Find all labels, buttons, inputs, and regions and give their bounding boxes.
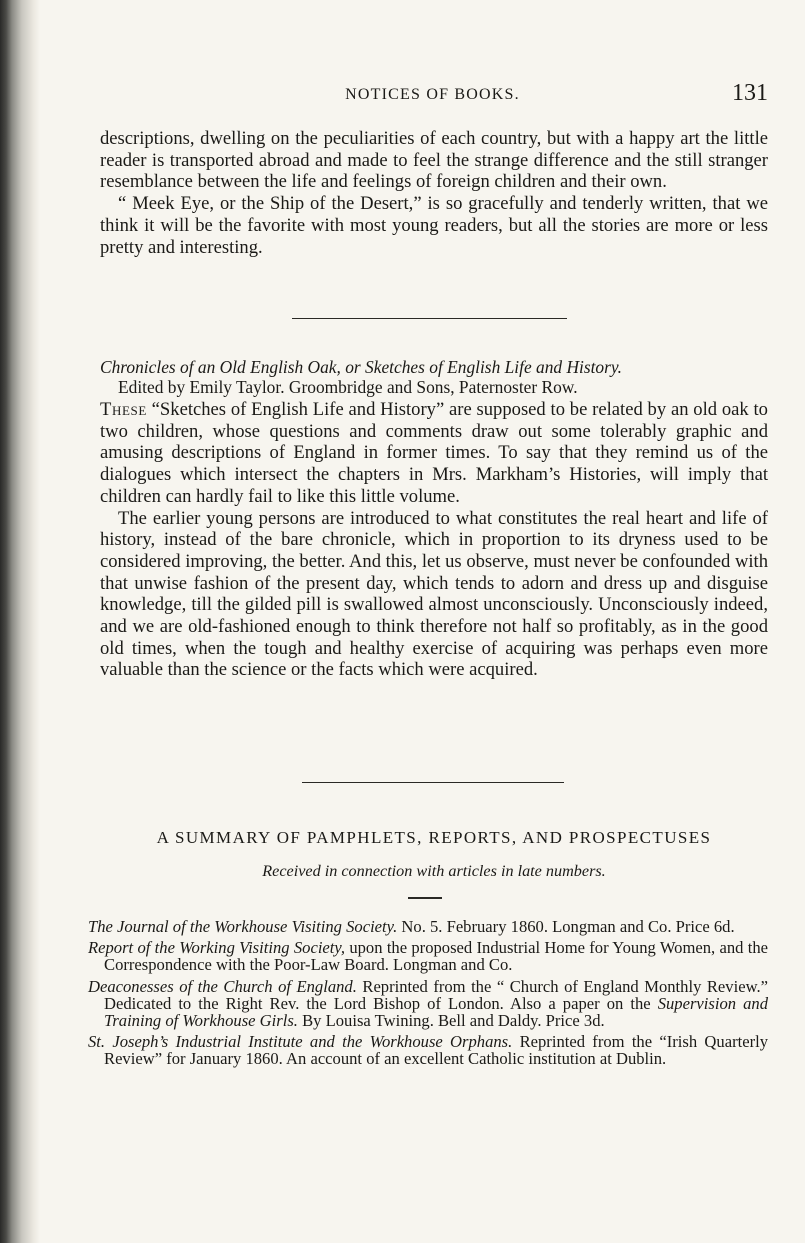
list-item [88,1033,768,1067]
intro-section [100,128,768,258]
review-heading [100,357,768,397]
summary-subheading: Received in connection with articles in late numbers. [262,862,606,880]
drop-word: These [100,399,147,420]
entry-details: Reprinted from the “Irish Quarterly Review” for January 1860. An account of an excellent Catholic institution at Dublin. [104,1032,769,1069]
binding-gutter [0,0,40,1243]
review-paragraph-1 [100,399,768,508]
entry-details: Reprinted from the “ Church of England Monthly Review.” Dedicated to the Right Rev. the Lord Bishop of London. Also a paper on the [104,976,768,1013]
entry-second-title: Supervision and Training of Workhouse Girls. [104,993,769,1031]
page-number: 131 [732,80,768,106]
intro-paragraph-1: descriptions, dwelling on the peculiarities of each country, but with a happy art the little reader is transported abroad and made to feel the strange difference and the still stranger resemblance between the life and feelings of foreign children and their own. [100,128,768,193]
running-head: NOTICES OF BOOKS. [345,86,520,103]
list-item [88,918,768,935]
pamphlet-list [88,918,768,1072]
entry-title: Report of the Working Visiting Society, [88,938,346,958]
intro-paragraph-2: “ Meek Eye, or the Ship of the Desert,” is so gracefully and tenderly written, that we think it will be the favorite with most young readers, but all the stories are more or less pretty and interesting. [100,193,768,258]
list-item [88,939,768,973]
short-divider [408,897,442,899]
review-body [100,399,768,681]
section-divider [292,318,567,319]
book-publisher: Edited by Emily Taylor. Groombridge and Sons, Paternoster Row. [118,377,578,397]
review-paragraph-2: The earlier young persons are introduced to what constitutes the real heart and life of history, instead of the bare chronicle, which in proportion to its dryness used to be considered improving, the better. And this, let us observe, must never be confounded with that unwise fashion of the present day, which tends to adorn and dress up and disguise knowledge, till the gilded pill is swallowed almost unconsciously. Unconsciously indeed, and we are old-fashioned enough to think therefore not half so profitably, as in the good old times, when the tough and healthy exercise of acquiring was perhaps even more valuable than the science or the facts which were acquired. [100,507,768,681]
section-divider [302,782,564,783]
entry-title: Deaconesses of the Church of England. [88,976,357,996]
list-item [88,978,768,1030]
entry-title: The Journal of the Workhouse Visiting Society. [88,917,398,936]
entry-details: No. 5. February 1860. Longman and Co. Price 6d. [401,917,735,936]
entry-title: St. Joseph’s Industrial Institute and the Workhouse Orphans. [88,1032,513,1052]
summary-heading: A SUMMARY OF PAMPHLETS, REPORTS, AND PROSPECTUSES [156,828,712,847]
book-title: Chronicles of an Old English Oak, or Sketches of English Life and History. [100,357,623,377]
entry-details-2: By Louisa Twining. Bell and Daldy. Price 3d. [302,1011,605,1031]
entry-details: upon the proposed Industrial Home for Young Women, and the Correspondence with the Poor-Law Board. Longman and Co. [104,938,768,975]
review-paragraph-1-text: “Sketches of English Life and History” are supposed to be related by an old oak to two children, whose questions and comments draw out some tolerably graphic and amusing descriptions of England in former times. To say that they remind us of the dialogues which intersect the chapters in Mrs. Markham’s Histories, will imply that children can hardly fail to like this little volume. [100,399,768,507]
